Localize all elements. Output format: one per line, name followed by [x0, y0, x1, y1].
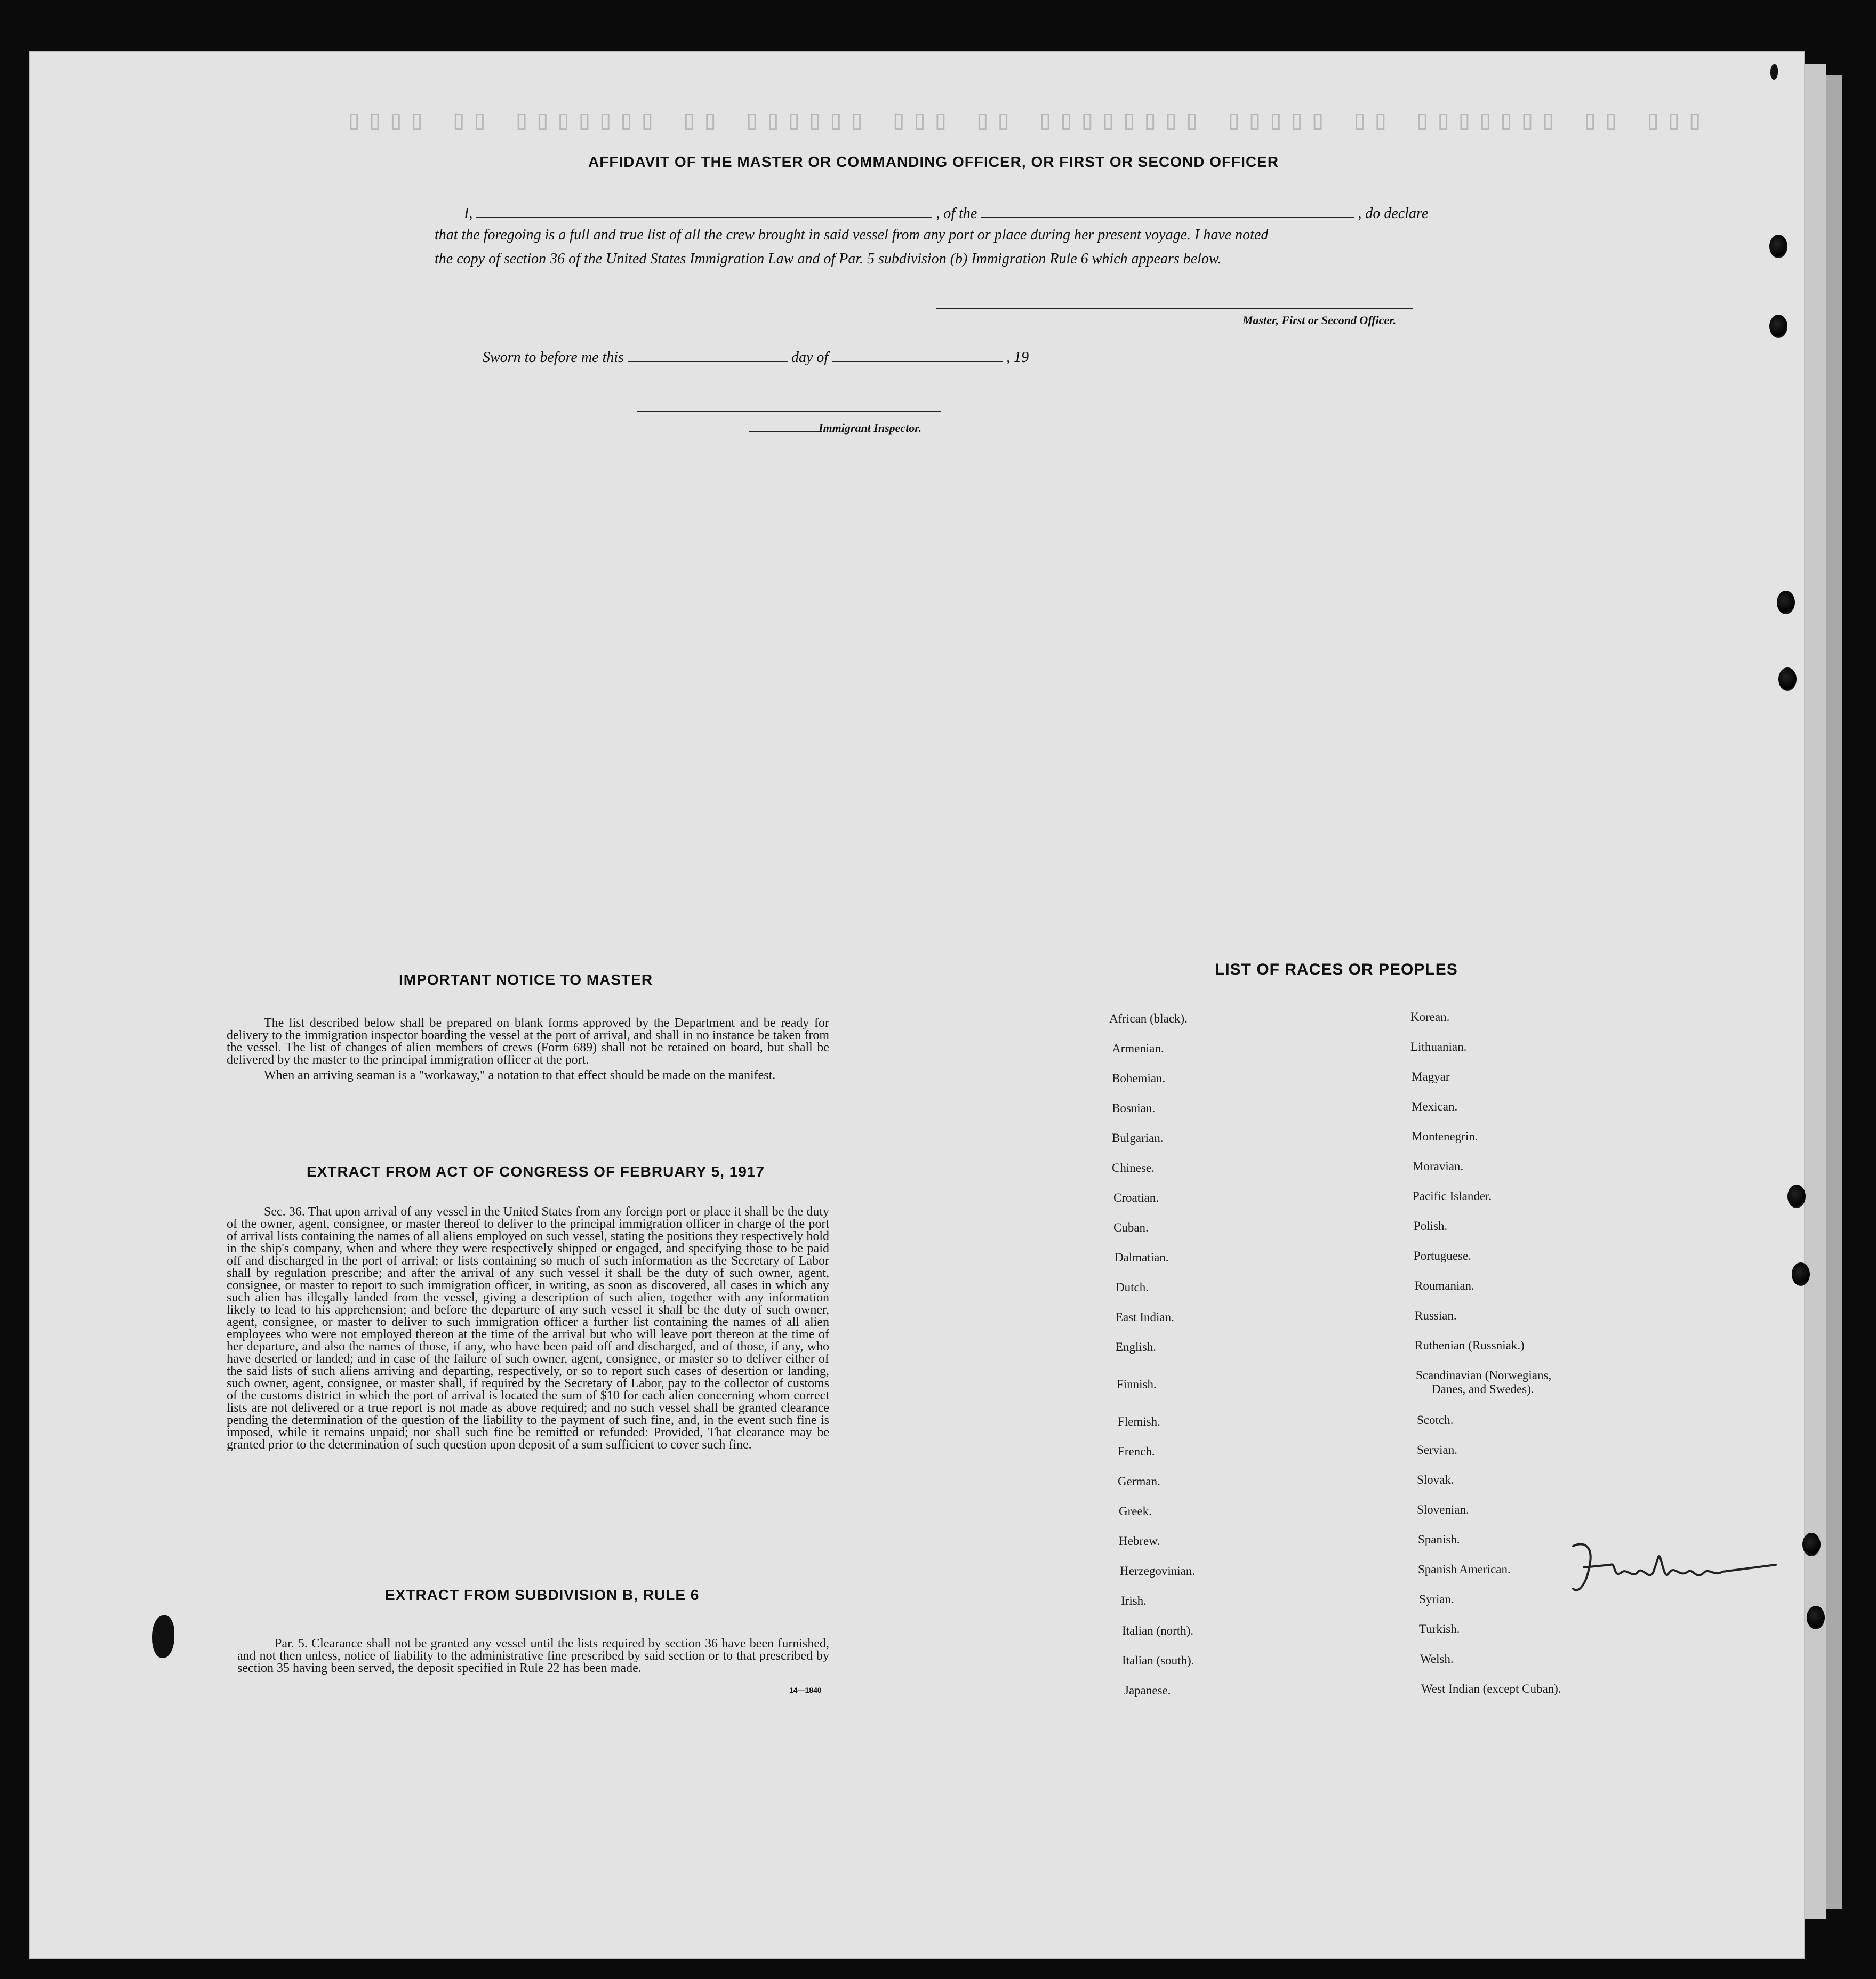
race-item: Croatian.: [1113, 1191, 1159, 1204]
race-item: German.: [1118, 1475, 1160, 1488]
affidavit-title: AFFIDAVIT OF THE MASTER OR COMMANDING OFFICER, OR FIRST OR SECOND OFFICER: [588, 154, 1279, 170]
form-number: 14—1840: [789, 1686, 822, 1694]
punch-hole: [1769, 315, 1787, 338]
declarant-name-field[interactable]: [476, 205, 932, 218]
inspector-signature-label: Immigrant Inspector.: [749, 421, 921, 435]
race-item: Irish.: [1121, 1594, 1147, 1607]
page-edge: [1805, 64, 1826, 1919]
race-item: Montenegrin.: [1412, 1130, 1478, 1143]
bleed-through-text: ▯▯▯ ▯▯ ▯▯▯▯▯▯▯ ▯▯ ▯▯▯▯▯ ▯▯▯▯▯▯▯▯ ▯▯ ▯▯▯ ▯▯▯▯▯▯ ▯▯ ▯▯▯▯▯▯▯ ▯▯ ▯▯▯▯: [341, 106, 1703, 138]
punch-hole: [1778, 667, 1797, 691]
punch-hole: [1802, 1533, 1821, 1556]
race-item: Scotch.: [1417, 1413, 1454, 1427]
declarant-label: I,: [464, 205, 473, 222]
punch-hole: [1777, 591, 1795, 614]
affidavit-text-line-3: the copy of section 36 of the United States Immigration Law and of Par. 5 subdivision (b) Immigration Rule 6 which appears below.: [435, 251, 1222, 267]
paragraph-5-text: Par. 5. Clearance shall not be granted any vessel until the lists required by section 36 have been furnished, and not then unless, notice of liability to the administrative fine prescribed by said section or to that prescribed by section 35 having been served, the deposit specified in Rule 22 has been made.: [237, 1637, 829, 1675]
race-item: Polish.: [1414, 1219, 1448, 1233]
race-item: Dalmatian.: [1115, 1251, 1169, 1264]
race-item: Slovenian.: [1417, 1503, 1469, 1516]
race-item: Italian (south).: [1122, 1654, 1194, 1667]
race-item: English.: [1116, 1340, 1157, 1354]
sworn-line: [483, 349, 1029, 366]
master-signature-label: Master, First or Second Officer.: [1242, 313, 1397, 327]
extract-act-title: EXTRACT FROM ACT OF CONGRESS OF FEBRUARY 5, 1917: [307, 1163, 765, 1180]
race-item: Dutch.: [1116, 1281, 1149, 1294]
race-item: Welsh.: [1420, 1652, 1454, 1666]
race-item: Spanish.: [1418, 1533, 1460, 1546]
race-item: West Indian (except Cuban).: [1421, 1682, 1561, 1695]
race-item: Pacific Islander.: [1413, 1189, 1492, 1203]
race-item: Ruthenian (Russniak.): [1415, 1339, 1525, 1352]
master-signature-line[interactable]: [936, 308, 1413, 309]
punch-hole: [1807, 1606, 1825, 1629]
declare-label: , do declare: [1358, 205, 1429, 222]
race-item: Slovak.: [1417, 1473, 1454, 1486]
section-36-text: Sec. 36. That upon arrival of any vessel in the United States from any foreign port or place it shall be the duty of the owner, agent, consignee, or master thereof to deliver to the principal immigration officer in charge of the port of arrival lists containing the names of all aliens employed on such vessel, stating the positions they respectively hold in the ship's company, when and where they were respectively shipped or engaged, and specifying those to be paid off and discharged in the port of arrival; or lists containing so much of such information as the Secretary of Labor shall by regulation prescribe; and after the arrival of any such vessel it shall be the duty of such owner, agent, consignee, or master to report to such immigration officer, in writing, as soon as discovered, all cases in which any such alien has illegally landed from the vessel, giving a description of such alien, together with any information likely to lead to his apprehension; and before the departure of any such vessel it shall be the duty of such owner, agent, consignee, or master to deliver to such immigration officer a further list containing the names of all alien employees who were not employed thereon at the time of the arrival but who will leave port thereon at the time of her departure, and also the names of those, if any, who have been paid off and discharged, and of those, if any, who have deserted or landed; and in case of the failure of such owner, agent, consignee, or master so to deliver either of the said lists of such aliens arriving and departing, respectively, or so to report such cases of desertion or landing, such owner, agent, consignee, or master shall, if required by the Secretary of Labor, pay to the collector of customs of the customs district in which the port of arrival is located the sum of $10 for each alien concerning whom correct lists are not delivered or a true report is not made as above required; and no such vessel shall be granted clearance pending the determination of the question of the liability to the payment of such fine, and, in the event such fine is imposed, while it remains unpaid; nor shall such fine be remitted or refunded: Provided, That clearance may be granted prior to the determination of such question upon deposit of a sum sufficient to cover such fine.: [227, 1205, 829, 1452]
notice-paragraph-1: The list described below shall be prepared on blank forms approved by the Department and be ready for delivery to the immigration inspector boarding the vessel at the port of arrival, and shall in no instance be taken from the vessel. The list of changes of alien members of crews (Form 689) shall not be retained on board, but shall be delivered by the master to the principal immigration officer at the port.: [227, 1016, 829, 1067]
punch-hole: [1792, 1262, 1810, 1286]
race-item: Roumanian.: [1415, 1279, 1474, 1292]
race-item: African (black).: [1109, 1012, 1188, 1025]
race-item: Bulgarian.: [1112, 1131, 1164, 1145]
race-item: Mexican.: [1412, 1100, 1458, 1113]
race-item: Servian.: [1417, 1443, 1458, 1457]
race-item: Bohemian.: [1112, 1072, 1166, 1085]
race-item: Chinese.: [1112, 1161, 1155, 1174]
race-item: Syrian.: [1419, 1592, 1454, 1606]
extract-rule-body: [237, 1638, 829, 1678]
race-item: Korean.: [1410, 1010, 1450, 1024]
vessel-name-field[interactable]: [981, 205, 1354, 218]
sworn-label: Sworn to before me this: [483, 349, 624, 366]
affidavit-declaration-line: [464, 205, 1428, 222]
race-item: Spanish American.: [1418, 1563, 1511, 1576]
affidavit-text-line-2: that the foregoing is a full and true list of all the crew brought in said vessel from any port or place during her present voyage. I have noted: [435, 227, 1269, 243]
notice-paragraph-2: When an arriving seaman is a "workaway," a notation to that effect should be made on the manifest.: [264, 1068, 776, 1082]
page-edge-back: [1826, 75, 1842, 1909]
punch-hole: [1787, 1185, 1806, 1208]
race-item: Italian (north).: [1122, 1624, 1194, 1637]
race-item: Turkish.: [1419, 1622, 1460, 1636]
ink-mark: [1770, 64, 1778, 80]
notice-body: [227, 1017, 829, 1085]
races-title: LIST OF RACES OR PEOPLES: [1215, 961, 1458, 978]
race-item: Cuban.: [1113, 1221, 1149, 1234]
notice-title: IMPORTANT NOTICE TO MASTER: [399, 971, 653, 988]
extract-act-body: [227, 1206, 829, 1454]
race-item: Herzegovinian.: [1120, 1564, 1196, 1578]
punch-hole: [1769, 235, 1787, 258]
race-item: Flemish.: [1118, 1415, 1160, 1428]
sworn-month-field[interactable]: [832, 349, 1003, 362]
handwritten-signature: [1562, 1535, 1786, 1605]
race-item: Japanese.: [1124, 1684, 1171, 1697]
sworn-day-field[interactable]: [628, 349, 788, 362]
extract-rule-title: EXTRACT FROM SUBDIVISION B, RULE 6: [385, 1587, 700, 1603]
year-label: , 19: [1006, 349, 1029, 366]
race-item: East Indian.: [1116, 1310, 1174, 1324]
ink-blot: [152, 1615, 174, 1658]
race-item: Portuguese.: [1414, 1249, 1471, 1262]
vessel-label: , of the: [936, 205, 977, 222]
race-item: Moravian.: [1413, 1160, 1464, 1173]
race-item: Danes, and Swedes).: [1432, 1382, 1534, 1396]
race-item: Lithuanian.: [1410, 1040, 1467, 1053]
race-item: Magyar: [1412, 1070, 1450, 1083]
race-item: Scandinavian (Norwegians,: [1416, 1369, 1552, 1382]
day-of-label: day of: [791, 349, 829, 366]
race-item: Finnish.: [1117, 1378, 1157, 1391]
race-item: Greek.: [1119, 1505, 1152, 1518]
race-item: French.: [1118, 1445, 1155, 1458]
race-item: Russian.: [1415, 1309, 1457, 1322]
race-item: Armenian.: [1112, 1042, 1164, 1055]
inspector-signature-line[interactable]: [637, 411, 941, 412]
race-item: Hebrew.: [1119, 1534, 1160, 1548]
race-item: Bosnian.: [1112, 1101, 1156, 1115]
